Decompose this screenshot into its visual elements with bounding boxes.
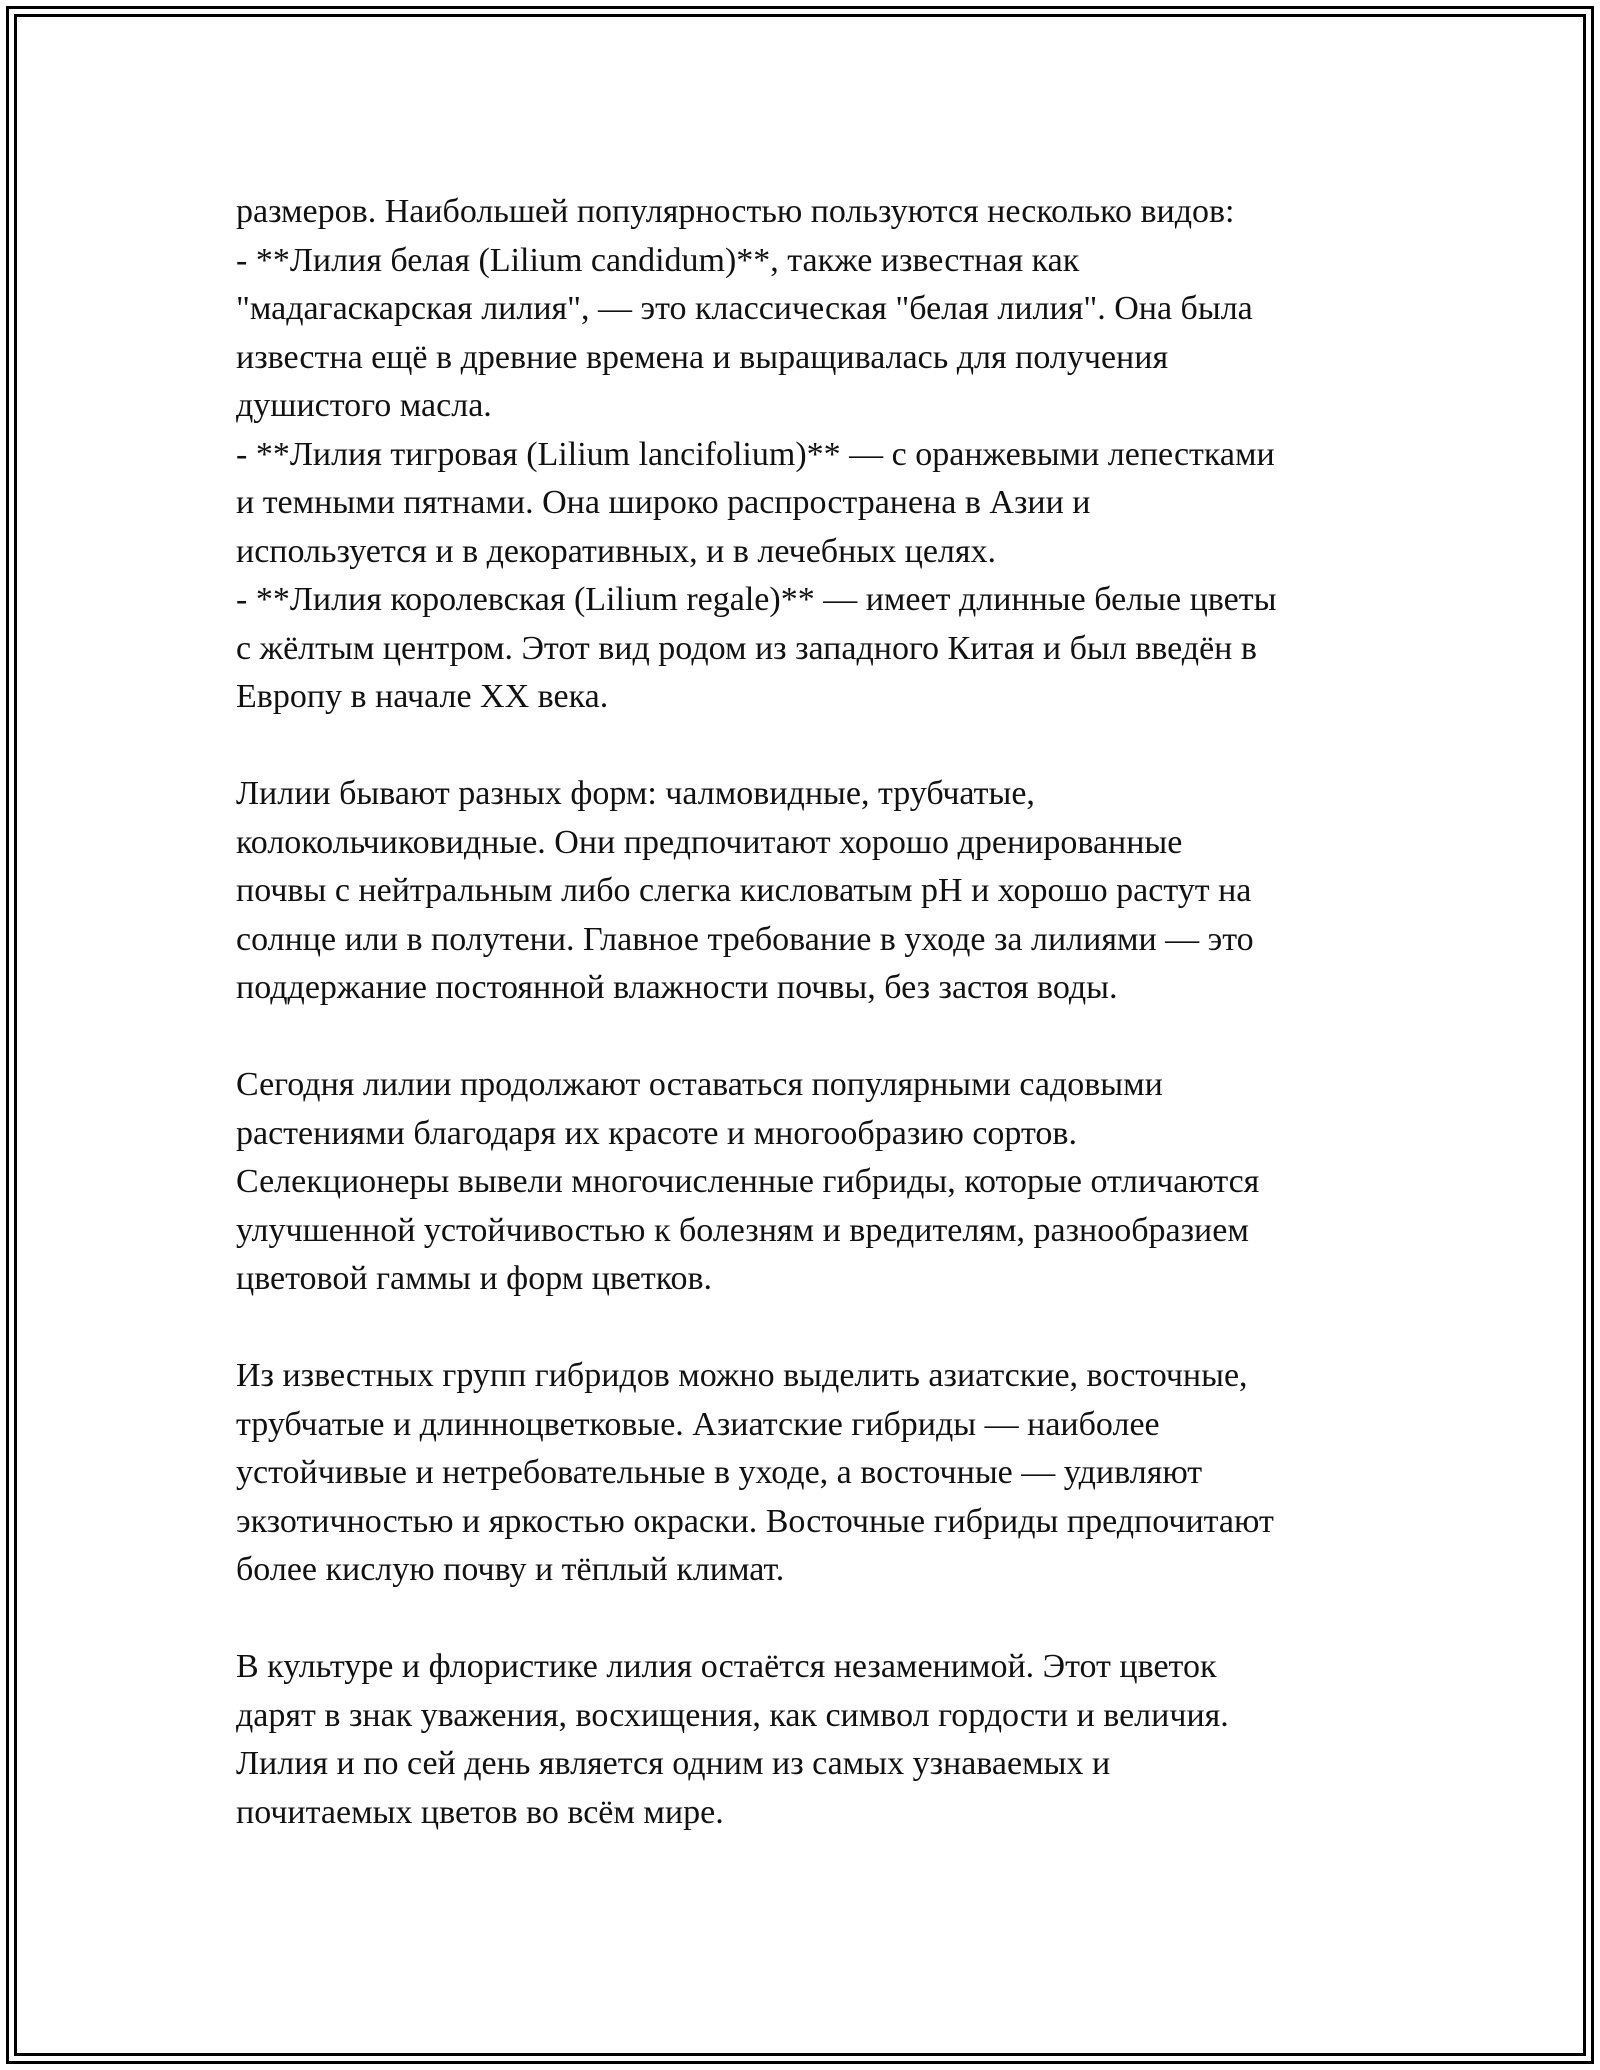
paragraph-popularity [236,1061,1396,1304]
text-line: трубчатые и длинноцветковые. Азиатские гибриды — наиболее [236,1405,1160,1443]
paragraph-culture [236,1643,1396,1837]
text-line: почвы с нейтральным либо слегка кисловатым pH и хорошо растут на [236,872,1252,909]
text-line: известна ещё в древние времена и выращивалась для получения [236,338,1169,376]
text-line: устойчивые и нетребовательные в уходе, а восточные — удивляют [236,1454,1203,1491]
paragraph-forms-care [236,770,1396,1013]
text-line: Из известных групп гибридов можно выделить азиатские, восточные, [236,1357,1248,1394]
text-line: душистого масла. [236,387,492,424]
text-line: цветовой гаммы и форм цветков. [236,1260,713,1297]
text-line: почитаемых цветов во всём мире. [236,1793,724,1831]
text-line: В культуре и флористике лилия остаётся незаменимой. Этот цветок [236,1648,1217,1685]
text-line: более кислую почву и тёплый климат. [236,1551,785,1588]
text-line: Селекционеры вывели многочисленные гибриды, которые отличаются [236,1163,1260,1200]
text-line: используется и в декоративных, и в лечебных целях. [236,532,997,570]
text-line: улучшенной устойчивостью к болезням и вредителям, разнообразием [236,1211,1249,1249]
document-body [236,188,1396,1886]
text-line: поддержание постоянной влажности почвы, без застоя воды. [236,969,1118,1006]
text-line: колокольчиковидные. Они предпочитают хорошо дренированные [236,823,1183,861]
text-line: Лилия и по сей день является одним из самых узнаваемых и [236,1745,1111,1782]
paragraph-hybrid-groups [236,1352,1396,1595]
text-line: экзотичностью и яркостью окраски. Восточные гибриды предпочитают [236,1502,1274,1540]
text-line: солнце или в полутени. Главное требование в уходе за лилиями — это [236,920,1254,958]
text-line: "мадагаскарская лилия", — это классическая "белая лилия". Она была [236,290,1253,327]
text-line: Сегодня лилии продолжают оставаться популярными садовыми [236,1066,1163,1103]
text-line: размеров. Наибольшей популярностью пользуются несколько видов: [236,193,1235,230]
text-line: - **Лилия королевская (Lilium regale)** — имеет длинные белые цветы [236,581,1277,618]
paragraph-species [236,188,1396,722]
text-line: растениями благодаря их красоте и многообразию сортов. [236,1114,1077,1152]
text-line: - **Лилия белая (Lilium candidum)**, также известная как [236,241,1080,279]
text-line: - **Лилия тигровая (Lilium lancifolium)** — с оранжевыми лепестками [236,435,1275,473]
text-line: дарят в знак уважения, восхищения, как символ гордости и величия. [236,1696,1229,1734]
text-line: и темными пятнами. Она широко распространена в Азии и [236,484,1091,521]
text-line: Лилии бывают разных форм: чалмовидные, трубчатые, [236,775,1035,812]
text-line: Европу в начале XX века. [236,678,609,715]
text-line: с жёлтым центром. Этот вид родом из западного Китая и был введён в [236,629,1257,667]
